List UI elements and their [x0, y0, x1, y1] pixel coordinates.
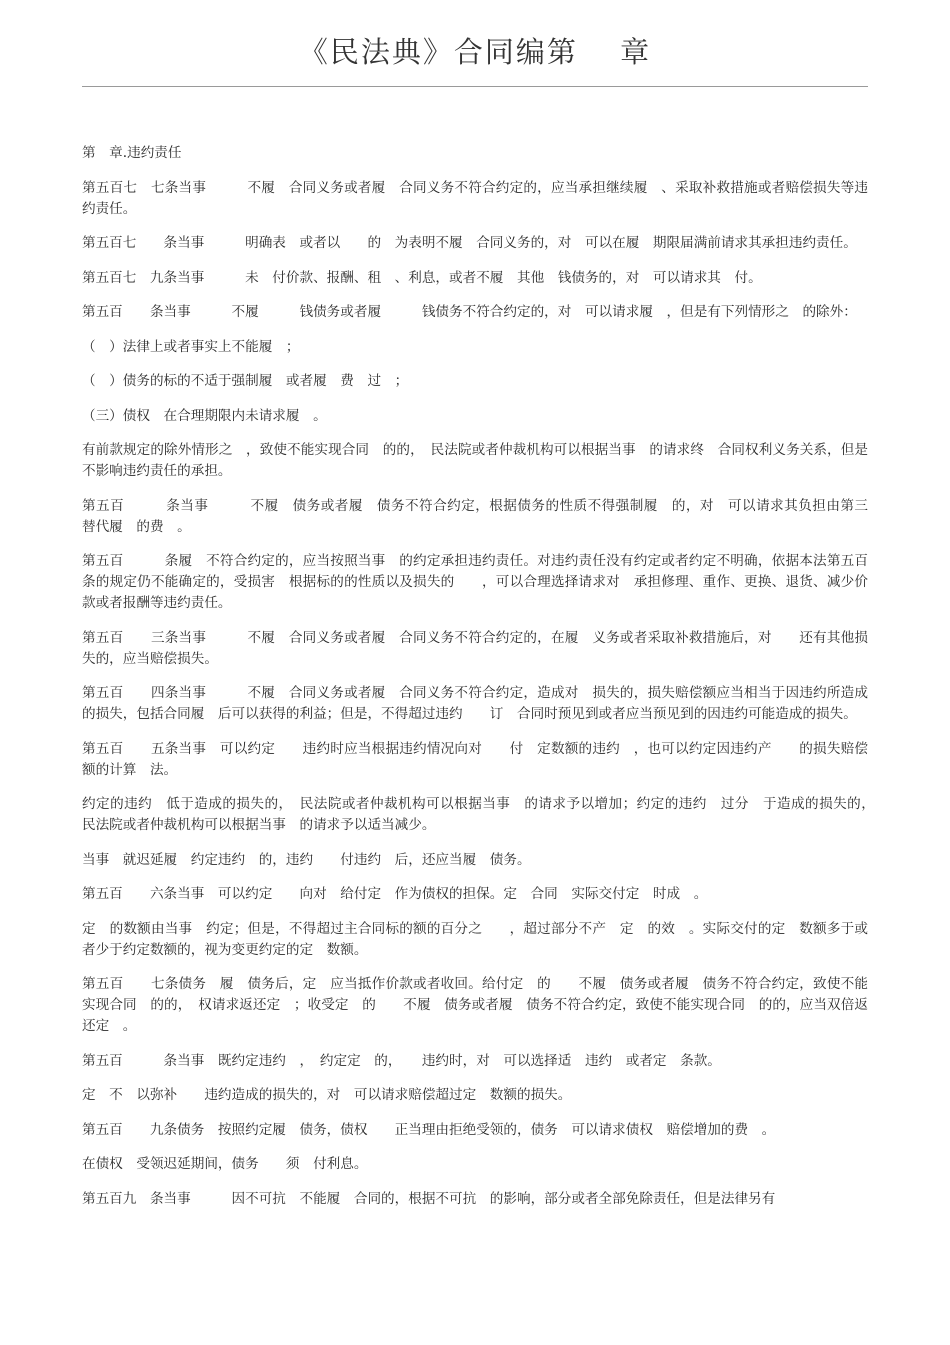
- article-paragraph: 当事 就迟延履 约定违约 的，违约 付违约 后，还应当履 债务。: [82, 851, 531, 868]
- chapter-heading: 第 章.违约责任: [82, 145, 182, 161]
- article-paragraph: 第五百 条当事 既约定违约 ， 约定定 的， 违约时，对 可以选择适 违约 或者定 条款。: [82, 1052, 721, 1069]
- article-paragraph: 第五百七 条当事 明确表 或者以 的 为表明不履 合同义务的，对 可以在履 期限届满前请求其承担违约责任。: [82, 235, 857, 251]
- article-paragraph: 约定的违约 低于造成的损失的， 民法院或者仲裁机构可以根据当事 的请求予以增加；约定的违约 过分 于造成的损失的， 民法院或者仲裁机构可以根据当事 的请求予以适当减少。: [82, 796, 882, 833]
- article-paragraph: 第五百 七条债务 履 债务后，定 应当抵作价款或者收回。给付定 的 不履 债务或者履 债务不符合约定，致使不能实现合同 的的， 权请求返还定 ；收受定 的 不履 债务或者履 债务不符合约定，致使不能实现合同 的的，应当双倍返还定 。: [82, 976, 868, 1034]
- title-divider: [82, 86, 868, 87]
- article-paragraph: 第五百 六条当事 可以约定 向对 给付定 作为债权的担保。定 合同 实际交付定 时成 。: [82, 886, 708, 902]
- article-paragraph: 第五百 五条当事 可以约定 违约时应当根据违约情况向对 付 定数额的违约 ，也可以约定因违约产 的损失赔偿额的计算 法。: [82, 740, 868, 778]
- list-item: （ ）法律上或者事实上不能履 ；: [82, 338, 300, 355]
- article-paragraph: 有前款规定的除外情形之 ，致使不能实现合同 的的， 民法院或者仲裁机构可以根据当事 的请求终 合同权利义务关系，但是不影响违约责任的承担。: [82, 442, 868, 479]
- article-paragraph: 定 的数额由当事 约定；但是，不得超过主合同标的额的百分之 ，超过部分不产 定 的效 。实际交付的定 数额多于或者少于约定数额的，视为变更约定的定 数额。: [82, 920, 868, 958]
- document-body: [82, 143, 896, 1223]
- article-paragraph: 第五百七 七条当事 不履 合同义务或者履 合同义务不符合约定的，应当承担继续履 、采取补救措施或者赔偿损失等违约责任。: [82, 179, 868, 217]
- article-paragraph: 第五百 三条当事 不履 合同义务或者履 合同义务不符合约定的，在履 义务或者采取补救措施后，对 还有其他损失的，应当赔偿损失。: [82, 629, 868, 667]
- article-paragraph: 在债权 受领迟延期间，债务 须 付利息。: [82, 1156, 368, 1172]
- article-paragraph: 第五百 条当事 不履 钱债务或者履 钱债务不符合约定的，对 可以请求履 ，但是有下列情形之 的除外：: [82, 304, 857, 320]
- list-item: （ ）债务的标的不适于强制履 或者履 费 过 ；: [82, 373, 409, 389]
- article-paragraph: 第五百 四条当事 不履 合同义务或者履 合同义务不符合约定，造成对 损失的，损失赔偿额应当相当于因违约所造成的损失，包括合同履 后可以获得的利益；但是，不得超过违约 订 合同时预见到或者应当预见到的因违约可能造成的损失。: [82, 685, 868, 722]
- article-paragraph: 第五百九 条当事 因不可抗 不能履 合同的，根据不可抗 的影响，部分或者全部免除责任，但是法律另有: [82, 1190, 776, 1207]
- article-paragraph: 第五百 九条债务 按照约定履 债务，债权 正当理由拒绝受领的，债务 可以请求债权 赔偿增加的费 。: [82, 1121, 776, 1138]
- article-paragraph: 定 不 以弥补 违约造成的损失的，对 可以请求赔偿超过定 数额的损失。: [82, 1087, 572, 1103]
- article-paragraph: 第五百七 九条当事 未 付价款、报酬、租 、利息，或者不履 其他 钱债务的，对 可以请求其 付。: [82, 269, 762, 286]
- article-paragraph: 第五百 条履 不符合约定的，应当按照当事 的约定承担违约责任。对违约责任没有约定或者约定不明确，依据本法第五百 条的规定仍不能确定的，受损害 根据标的的性质以及损失的 ，可以合理选择请求对 承担修理、重作、更换、退货、减少价款或者报酬等违约责任。: [82, 553, 896, 611]
- article-paragraph: 第五百 条当事 不履 债务或者履 债务不符合约定，根据债务的性质不得强制履 的，对 可以请求其负担由第三 替代履 的费 。: [82, 497, 882, 535]
- document-title: 《民法典》合同编第 章: [298, 35, 652, 69]
- list-item: （三）债权 在合理期限内未请求履 。: [82, 407, 327, 424]
